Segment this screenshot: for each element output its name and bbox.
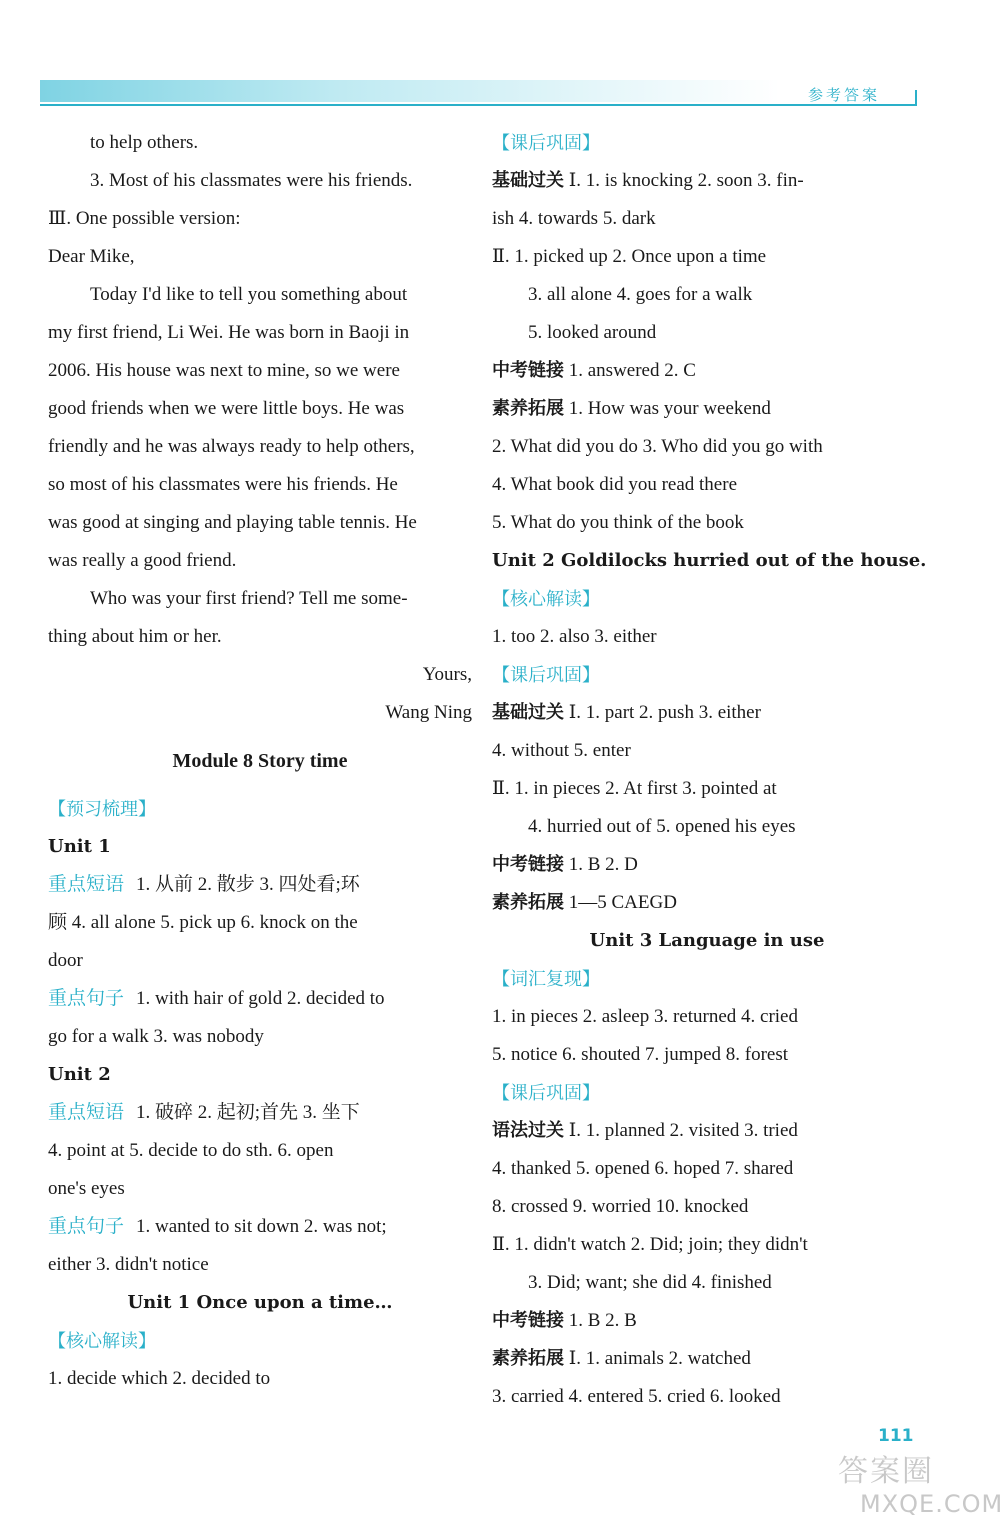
text-line: 1—5 CAEGD: [564, 892, 677, 913]
header-rule: [40, 104, 915, 106]
text-line: 4. point at 5. decide to do sth. 6. open: [48, 1140, 334, 1161]
text-line: 1. 从前 2. 散步 3. 四处看;环: [136, 874, 360, 895]
text-line: 1. How was your weekend: [564, 398, 771, 419]
text-line: door: [48, 950, 83, 971]
text-line: 顾 4. all alone 5. pick up 6. knock on the: [48, 912, 358, 933]
unit-label: Unit 1: [48, 836, 111, 857]
unit-title: Unit 2 Goldilocks hurried out of the house.: [492, 550, 927, 571]
text-line: 4. What book did you read there: [492, 474, 737, 495]
tag-basic: 基础过关: [492, 170, 564, 191]
text-line: ish 4. towards 5. dark: [492, 208, 656, 229]
text-line: 4. hurried out of 5. opened his eyes: [528, 816, 796, 837]
section-label: 【核心解读】: [492, 589, 600, 609]
tag-extension: 素养拓展: [492, 892, 564, 913]
tag-basic: 基础过关: [492, 702, 564, 723]
text-line: 8. crossed 9. worried 10. knocked: [492, 1196, 749, 1217]
text-line: Ⅱ. 1. picked up 2. Once upon a time: [492, 246, 767, 267]
unit-title: Unit 1 Once upon a time…: [127, 1292, 393, 1313]
text-line: 1. B 2. D: [564, 854, 638, 875]
text-line: 3. all alone 4. goes for a walk: [528, 284, 753, 305]
text-line: Ⅱ. 1. didn't watch 2. Did; join; they didn't: [492, 1234, 808, 1255]
text-line: my first friend, Li Wei. He was born in Baoji in: [48, 322, 410, 343]
text-line: 1. B 2. B: [564, 1310, 637, 1331]
section-label: 【课后巩固】: [492, 1083, 600, 1103]
module-title: Module 8 Story time: [172, 750, 348, 772]
tag-key-phrases: 重点短语: [48, 874, 125, 895]
text-line: 4. without 5. enter: [492, 740, 631, 761]
header-rule-end: [915, 90, 917, 106]
text-line: was really a good friend.: [48, 550, 237, 571]
tag-extension: 素养拓展: [492, 398, 564, 419]
text-line: Ⅰ. 1. planned 2. visited 3. tried: [564, 1120, 798, 1141]
text-line: Ⅰ. 1. is knocking 2. soon 3. fin-: [564, 170, 804, 191]
text-line: 1. answered 2. C: [564, 360, 696, 381]
tag-exam-link: 中考链接: [492, 360, 564, 381]
text-line: go for a walk 3. was nobody: [48, 1026, 264, 1047]
text-line: Ⅲ. One possible version:: [48, 208, 241, 229]
text-line: friendly and he was always ready to help others,: [48, 436, 415, 457]
text-line: 3. carried 4. entered 5. cried 6. looked: [492, 1386, 781, 1407]
text-line: 2. What did you do 3. Who did you go with: [492, 436, 823, 457]
text-line: Ⅰ. 1. part 2. push 3. either: [564, 702, 761, 723]
text-line: 2006. His house was next to mine, so we were: [48, 360, 400, 381]
closing: Yours,: [422, 664, 472, 685]
watermark-url: MXQE.COM: [860, 1490, 1004, 1518]
tag-grammar: 语法过关: [492, 1120, 564, 1141]
tag-key-sentences: 重点句子: [48, 988, 125, 1009]
section-label: 【课后巩固】: [492, 665, 600, 685]
text-line: 1. in pieces 2. asleep 3. returned 4. cried: [492, 1006, 798, 1027]
text-line: Who was your first friend? Tell me some-: [90, 588, 408, 609]
section-label: 【预习梳理】: [48, 799, 156, 819]
text-line: 5. looked around: [528, 322, 657, 343]
text-line: either 3. didn't notice: [48, 1254, 209, 1275]
text-line: Dear Mike,: [48, 246, 135, 267]
text-line: 5. notice 6. shouted 7. jumped 8. forest: [492, 1044, 789, 1065]
text-line: was good at singing and playing table tennis. He: [48, 512, 417, 533]
text-line: 3. Most of his classmates were his friends.: [90, 170, 413, 191]
text-line: good friends when we were little boys. He was: [48, 398, 405, 419]
text-line: 1. too 2. also 3. either: [492, 626, 657, 647]
text-line: thing about him or her.: [48, 626, 222, 647]
text-line: 1. with hair of gold 2. decided to: [136, 988, 385, 1009]
text-line: one's eyes: [48, 1178, 125, 1199]
tag-exam-link: 中考链接: [492, 1310, 564, 1331]
unit-title: Unit 3 Language in use: [589, 930, 825, 951]
text-line: 4. thanked 5. opened 6. hoped 7. shared: [492, 1158, 794, 1179]
tag-key-phrases: 重点短语: [48, 1102, 125, 1123]
right-column: [492, 124, 927, 1416]
page-header: [40, 60, 920, 110]
signature-name: Wang Ning: [385, 702, 472, 723]
text-line: to help others.: [90, 132, 199, 153]
left-column: [48, 124, 472, 1398]
header-label: 参考答案: [808, 88, 881, 104]
text-line: Ⅱ. 1. in pieces 2. At first 3. pointed at: [492, 778, 777, 799]
tag-key-sentences: 重点句子: [48, 1216, 125, 1237]
watermark-text: 答案圈: [838, 1454, 934, 1489]
text-line: Today I'd like to tell you something about: [90, 284, 408, 305]
text-line: so most of his classmates were his friends. He: [48, 474, 398, 495]
unit-label: Unit 2: [48, 1064, 111, 1085]
header-band: [40, 80, 780, 102]
text-line: 1. 破碎 2. 起初;首先 3. 坐下: [136, 1102, 360, 1123]
text-line: 3. Did; want; she did 4. finished: [528, 1272, 772, 1293]
section-label: 【核心解读】: [48, 1331, 156, 1351]
text-line: 5. What do you think of the book: [492, 512, 744, 533]
tag-exam-link: 中考链接: [492, 854, 564, 875]
text-line: 1. decide which 2. decided to: [48, 1368, 271, 1389]
text-line: Ⅰ. 1. animals 2. watched: [564, 1348, 751, 1369]
tag-extension: 素养拓展: [492, 1348, 564, 1369]
section-label: 【课后巩固】: [492, 133, 600, 153]
page-number: 111: [878, 1426, 914, 1446]
section-label: 【词汇复现】: [492, 969, 600, 989]
text-line: 1. wanted to sit down 2. was not;: [136, 1216, 387, 1237]
